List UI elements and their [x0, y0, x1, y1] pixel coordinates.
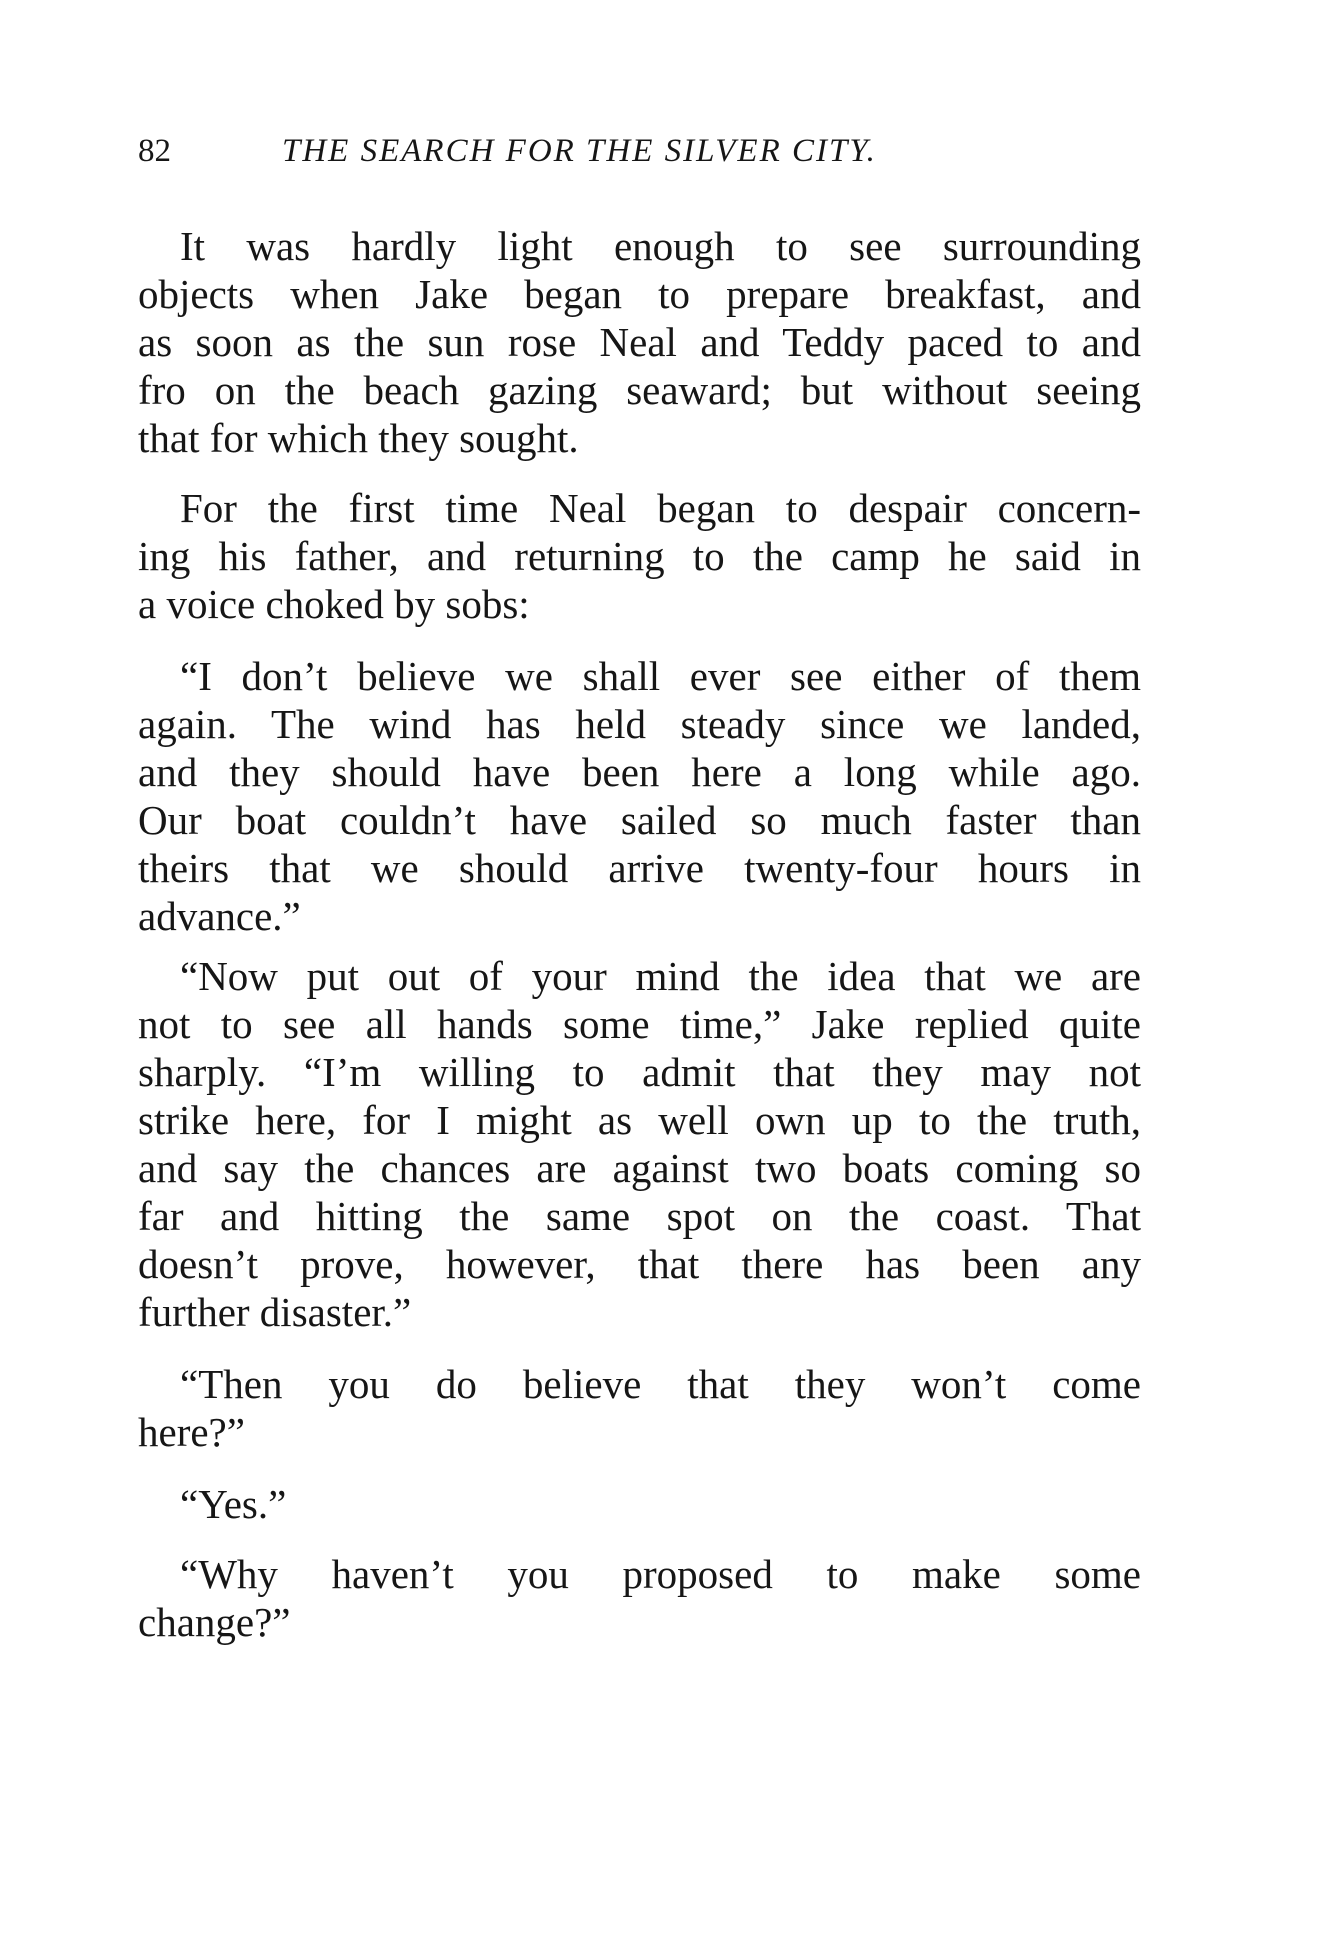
- text-line: For the first time Neal began to despair concern-: [180, 485, 1141, 531]
- text-line: “Then you do believe that they won’t come: [180, 1361, 1141, 1407]
- text-line: that for which they sought.: [138, 415, 579, 461]
- running-title: THE SEARCH FOR THE SILVER CITY.: [282, 133, 877, 169]
- text-line: objects when Jake began to prepare breakfast, and: [138, 271, 1141, 317]
- text-line: and they should have been here a long while ago.: [138, 749, 1141, 795]
- page-number: 82: [138, 133, 171, 169]
- text-line: and say the chances are against two boats coming so: [138, 1145, 1141, 1191]
- page-header: [138, 126, 1138, 176]
- text-line: change?”: [138, 1599, 291, 1645]
- text-line: theirs that we should arrive twenty-four hours in: [138, 845, 1141, 891]
- text-line: advance.”: [138, 893, 301, 939]
- text-line: doesn’t prove, however, that there has been any: [138, 1241, 1141, 1287]
- text-line: “I don’t believe we shall ever see either of them: [180, 653, 1141, 699]
- text-line: far and hitting the same spot on the coast. That: [138, 1193, 1141, 1239]
- text-line: Our boat couldn’t have sailed so much faster than: [138, 797, 1141, 843]
- text-line: “Now put out of your mind the idea that we are: [180, 953, 1141, 999]
- text-line: a voice choked by sobs:: [138, 581, 530, 627]
- text-line: as soon as the sun rose Neal and Teddy paced to and: [138, 319, 1141, 365]
- text-line: strike here, for I might as well own up to the truth,: [138, 1097, 1141, 1143]
- text-line: fro on the beach gazing seaward; but without seeing: [138, 367, 1141, 413]
- text-line: It was hardly light enough to see surrounding: [180, 223, 1141, 269]
- text-line: here?”: [138, 1409, 245, 1455]
- text-line: “Yes.”: [180, 1481, 287, 1527]
- text-line: ing his father, and returning to the camp he said in: [138, 533, 1141, 579]
- text-line: again. The wind has held steady since we landed,: [138, 701, 1141, 747]
- text-line: not to see all hands some time,” Jake replied quite: [138, 1001, 1141, 1047]
- text-line: sharply. “I’m willing to admit that they may not: [138, 1049, 1141, 1095]
- text-line: further disaster.”: [138, 1289, 412, 1335]
- text-line: “Why haven’t you proposed to make some: [180, 1551, 1141, 1597]
